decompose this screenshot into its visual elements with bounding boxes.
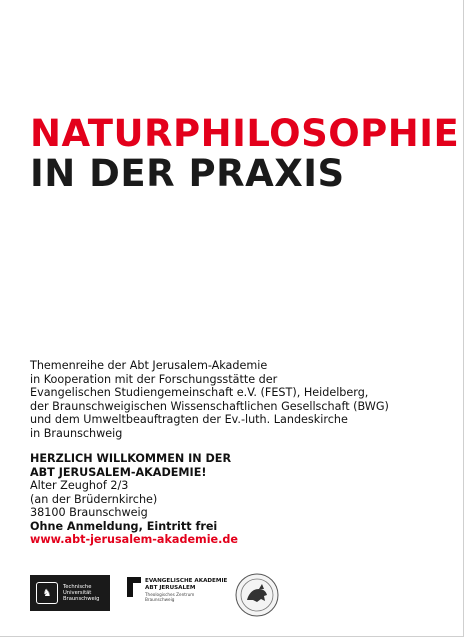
intro-line: Evangelischen Studiengemeinschaft e.V. (FEST), Heidelberg, bbox=[30, 386, 369, 399]
address-line-2: (an der Brüdernkirche) bbox=[30, 492, 158, 506]
bwg-seal-icon bbox=[235, 573, 279, 617]
welcome-block bbox=[30, 452, 450, 547]
akademie-subtitle: Theologisches Zentrum Braunschweig bbox=[145, 592, 195, 602]
tu-seal-icon: ♞ bbox=[36, 582, 58, 604]
website-link[interactable]: www.abt-jerusalem-akademie.de bbox=[30, 533, 238, 546]
akademie-name: EVANGELISCHE AKADEMIE ABT JERUSALEM bbox=[145, 578, 228, 591]
page-title bbox=[30, 114, 459, 194]
evangelische-akademie-logo bbox=[127, 577, 237, 611]
intro-line: der Braunschweigischen Wissenschaftlichen Gesellschaft (BWG) bbox=[30, 399, 389, 413]
intro-line: in Kooperation mit der Forschungsstätte der bbox=[30, 372, 278, 386]
tu-braunschweig-logo bbox=[30, 575, 110, 611]
intro-line: und dem Umweltbeauftragten der Ev.-luth. Landeskirche bbox=[30, 413, 348, 426]
akademie-mark-icon bbox=[127, 577, 141, 597]
partner-logos bbox=[30, 573, 450, 617]
tu-logo-text: Technische Universität Braunschweig bbox=[63, 583, 100, 603]
welcome-heading-2: ABT JERUSALEM-AKADEMIE! bbox=[30, 465, 207, 479]
admission-note: Ohne Anmeldung, Eintritt frei bbox=[30, 519, 218, 533]
welcome-heading-1: HERZLICH WILLKOMMEN IN DER bbox=[30, 452, 232, 465]
title-line-2: IN DER PRAXIS bbox=[30, 152, 345, 195]
intro-line: in Braunschweig bbox=[30, 426, 123, 440]
title-line-1: NATURPHILOSOPHIE bbox=[30, 112, 460, 155]
intro-text bbox=[30, 359, 450, 440]
address-line-1: Alter Zeughof 2/3 bbox=[30, 479, 129, 492]
address-line-3: 38100 Braunschweig bbox=[30, 506, 148, 519]
intro-line: Themenreihe der Abt Jerusalem-Akademie bbox=[30, 359, 268, 372]
